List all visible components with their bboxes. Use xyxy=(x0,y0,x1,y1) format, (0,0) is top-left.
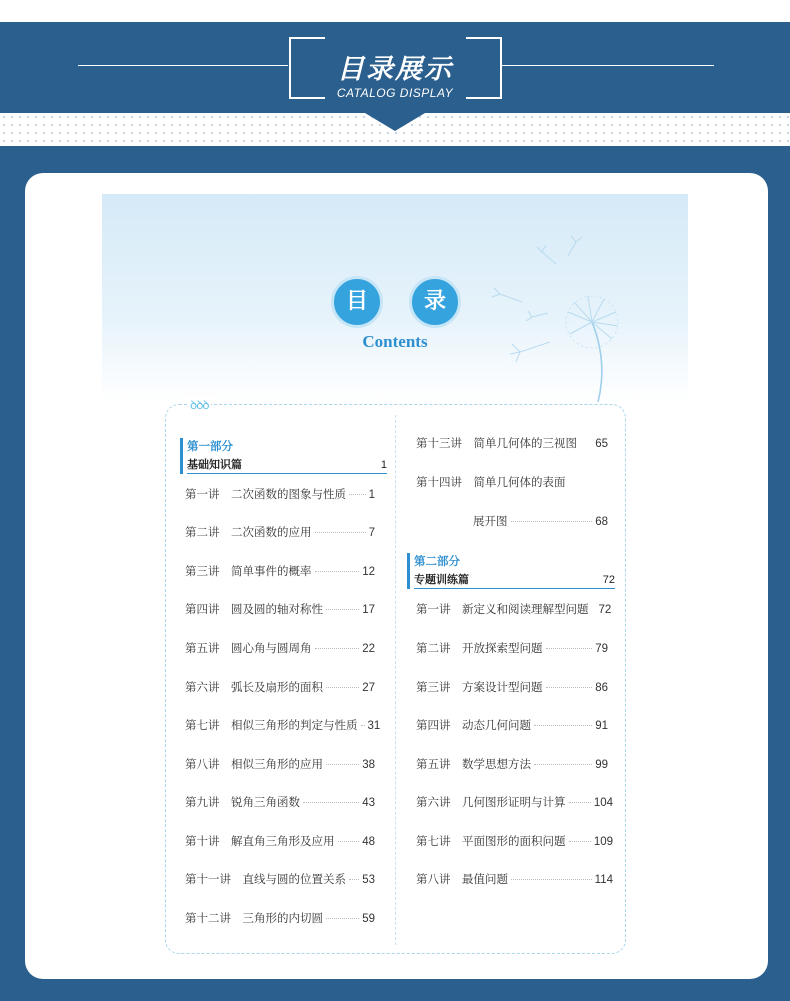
toc-entry-label: 第五讲 圆心角与圆周角 xyxy=(185,641,312,655)
dot-leader xyxy=(315,648,360,649)
toc-entry-label: 第八讲 相似三角形的应用 xyxy=(185,757,323,771)
toc-entry-label: 第八讲 最值问题 xyxy=(416,872,508,886)
toc-entry-p2-7[interactable] xyxy=(416,833,613,849)
dot-leader xyxy=(326,918,359,919)
dot-leader xyxy=(361,725,365,726)
toc-entry-label: 第三讲 方案设计型问题 xyxy=(416,680,543,694)
toc-entry-l9[interactable] xyxy=(185,794,375,810)
toc-entry-label: 第九讲 锐角三角函数 xyxy=(185,795,300,809)
dot-leader xyxy=(315,532,366,533)
toc-entry-l3[interactable] xyxy=(185,563,375,579)
toc-entry-p2-5[interactable] xyxy=(416,756,608,772)
toc-entry-r13[interactable] xyxy=(416,435,608,451)
toc-entry-page: 79 xyxy=(595,643,608,655)
page-title: 目录展示 xyxy=(337,54,453,85)
banner-pointer-icon xyxy=(365,113,425,131)
dandelion-icon xyxy=(480,222,640,407)
toc-entry-l7[interactable] xyxy=(185,717,381,733)
dot-leader xyxy=(326,764,359,765)
toc-entry-label: 第四讲 圆及圆的轴对称性 xyxy=(185,602,323,616)
contents-heading: Contents xyxy=(362,332,428,351)
dot-leader xyxy=(326,687,359,688)
dot-leader xyxy=(349,879,359,880)
toc-entry-label: 第四讲 动态几何问题 xyxy=(416,718,531,732)
toc-entry-label: 第七讲 平面图形的面积问题 xyxy=(416,834,566,848)
toc-entry-l11[interactable] xyxy=(185,871,375,887)
dot-leader xyxy=(534,764,592,765)
toc-entry-l2[interactable] xyxy=(185,524,375,540)
toc-entry-page: 1 xyxy=(368,489,375,501)
toc-entry-p2-6[interactable] xyxy=(416,794,613,810)
part-1-header[interactable] xyxy=(180,438,387,474)
toc-entry-page: 38 xyxy=(362,759,375,771)
dot-leader xyxy=(511,879,592,880)
part-2-header[interactable] xyxy=(407,553,615,589)
dot-leader xyxy=(303,802,359,803)
toc-entry-page: 86 xyxy=(595,682,608,694)
part-1-name: 第一部分 xyxy=(187,439,233,453)
toc-entry-p2-4[interactable] xyxy=(416,717,608,733)
toc-entry-label: 第十三讲 简单几何体的三视图 xyxy=(416,436,577,450)
toc-entry-label: 第二讲 开放探索型问题 xyxy=(416,641,543,655)
toc-entry-page: 68 xyxy=(595,516,608,528)
toc-entry-label: 第三讲 简单事件的概率 xyxy=(185,564,312,578)
toc-entry-page: 104 xyxy=(593,797,613,809)
dot-leader xyxy=(569,841,591,842)
toc-entry-page: 48 xyxy=(362,836,375,848)
dot-leader xyxy=(569,802,591,803)
dot-leader xyxy=(534,725,592,726)
badge-mu: 目 xyxy=(331,276,383,328)
toc-entry-page: 43 xyxy=(362,797,375,809)
toc-entry-p2-3[interactable] xyxy=(416,679,608,695)
toc-entry-p2-8[interactable] xyxy=(416,871,613,887)
toc-entry-p2-1[interactable] xyxy=(416,601,612,617)
part-1-page: 1 xyxy=(380,459,387,471)
badge-lu: 录 xyxy=(409,276,461,328)
dot-leader xyxy=(349,494,366,495)
toc-entry-page: 31 xyxy=(367,720,381,732)
column-divider xyxy=(395,415,396,945)
part-2-name: 第二部分 xyxy=(414,554,460,568)
dot-leader xyxy=(511,521,593,522)
toc-entry-page: 91 xyxy=(595,720,608,732)
toc-entry-label: 第十一讲 直线与圆的位置关系 xyxy=(185,872,346,886)
toc-entry-page: 114 xyxy=(594,874,613,886)
part-1-title: 基础知识篇 xyxy=(187,458,242,471)
toc-entry-label: 第五讲 数学思想方法 xyxy=(416,757,531,771)
dot-leader xyxy=(326,609,359,610)
toc-entry-page: 53 xyxy=(362,874,375,886)
page-subtitle: CATALOG DISPLAY xyxy=(336,86,454,100)
toc-entry-label: 第六讲 弧长及扇形的面积 xyxy=(185,680,323,694)
dot-leader xyxy=(546,648,593,649)
toc-entry-label: 展开图 xyxy=(473,514,508,528)
curl-ornament-icon: ꝺꝺꝺ xyxy=(190,398,209,412)
toc-entry-label: 第七讲 相似三角形的判定与性质 xyxy=(185,718,358,732)
dot-leader xyxy=(546,687,593,688)
toc-entry-page: 72 xyxy=(598,604,612,616)
toc-entry-l1[interactable] xyxy=(185,486,375,502)
toc-entry-l8[interactable] xyxy=(185,756,375,772)
toc-entry-page: 7 xyxy=(368,527,375,539)
toc-entry-r14-cont[interactable] xyxy=(473,513,608,529)
toc-entry-label: 第六讲 几何图形证明与计算 xyxy=(416,795,566,809)
toc-entry-page: 27 xyxy=(362,682,375,694)
top-strip xyxy=(0,0,790,22)
toc-entry-label: 第一讲 新定义和阅读理解型问题 xyxy=(416,602,589,616)
toc-entry-r14[interactable] xyxy=(416,474,608,490)
toc-entry-p2-2[interactable] xyxy=(416,640,608,656)
toc-entry-label: 第十讲 解直角三角形及应用 xyxy=(185,834,335,848)
toc-entry-l12[interactable] xyxy=(185,910,375,926)
dot-leader xyxy=(315,571,360,572)
toc-entry-page: 17 xyxy=(362,604,375,616)
toc-entry-page: 65 xyxy=(595,438,608,450)
toc-entry-l6[interactable] xyxy=(185,679,375,695)
toc-entry-page: 109 xyxy=(593,836,613,848)
toc-entry-label: 第十二讲 三角形的内切圆 xyxy=(185,911,323,925)
toc-entry-label: 第二讲 二次函数的应用 xyxy=(185,525,312,539)
toc-entry-l5[interactable] xyxy=(185,640,375,656)
toc-entry-l10[interactable] xyxy=(185,833,375,849)
part-2-page: 72 xyxy=(602,574,615,586)
part-2-title: 专题训练篇 xyxy=(414,573,469,586)
toc-entry-page: 12 xyxy=(362,566,375,578)
toc-entry-label: 第一讲 二次函数的图象与性质 xyxy=(185,487,346,501)
toc-entry-l4[interactable] xyxy=(185,601,375,617)
toc-entry-page: 99 xyxy=(595,759,608,771)
toc-entry-page: 59 xyxy=(362,913,375,925)
dot-leader xyxy=(338,841,360,842)
toc-entry-label: 第十四讲 简单几何体的表面 xyxy=(416,475,566,489)
toc-entry-page: 22 xyxy=(362,643,375,655)
